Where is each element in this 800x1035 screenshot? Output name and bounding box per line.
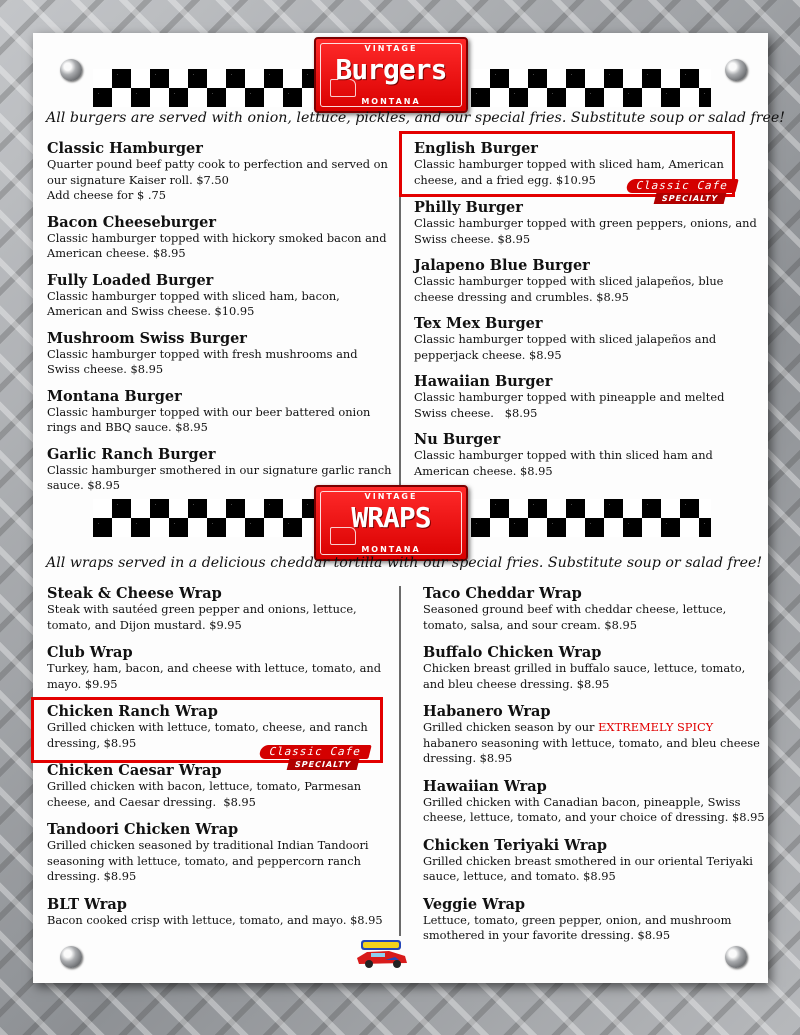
section-title-burgers: Burgers <box>335 53 447 86</box>
item-name: Habanero Wrap <box>423 703 551 720</box>
burgers-license-plate <box>314 37 468 113</box>
menu-item <box>47 140 393 204</box>
item-description: Classic hamburger topped with fresh mushrooms and Swiss cheese. $8.95 <box>47 346 358 376</box>
cafe-car-logo-icon <box>355 936 411 970</box>
item-extra: Add cheese for $ .75 <box>47 188 166 202</box>
item-description: Classic hamburger topped with thin sliced ham and American cheese. $8.95 <box>414 448 713 478</box>
item-name: Chicken Teriyaki Wrap <box>423 836 608 854</box>
item-name: Garlic Ranch Burger <box>47 445 216 463</box>
menu-item <box>47 762 393 810</box>
menu-item <box>423 837 769 885</box>
item-name: Mushroom Swiss Burger <box>47 329 247 347</box>
item-description: Grilled chicken seasoned by traditional Indian Tandoori seasoning with lettuce, tomato, and peppercorn ranch dressing. $8.95 <box>47 838 369 883</box>
item-name: Chicken Ranch Wrap <box>47 703 218 720</box>
item-name: Jalapeno Blue Burger <box>414 257 590 274</box>
menu-page <box>33 33 785 983</box>
badge-line1: Classic Cafe <box>625 179 738 193</box>
item-description: Turkey, ham, bacon, and cheese with lettuce, tomato, and mayo. $9.95 <box>47 661 381 691</box>
menu-item <box>423 703 769 767</box>
item-description: Lettuce, tomato, green pepper, onion, and mushroom smothered in your favorite dressing. $8.95 <box>423 912 732 942</box>
column-divider <box>399 161 401 487</box>
item-description: Grilled chicken breast smothered in our oriental Teriyaki sauce, lettuce, and tomato. $8.95 <box>423 853 753 883</box>
menu-item <box>423 896 769 944</box>
checkered-banner-left <box>93 499 315 537</box>
plate-top-text: VINTAGE <box>364 492 418 501</box>
item-description: Grilled chicken with lettuce, tomato, cheese, and ranch dressing, $8.95 <box>47 720 368 750</box>
menu-item <box>47 821 393 885</box>
checkered-banner-left <box>93 69 315 107</box>
item-description <box>423 720 769 767</box>
menu-item <box>414 315 760 363</box>
burgers-right-column <box>414 140 760 479</box>
item-name: Philly Burger <box>414 199 523 216</box>
item-description: Classic hamburger topped with sliced jalapeños, blue cheese dressing and crumbles. $8.95 <box>414 274 724 304</box>
menu-item <box>47 330 393 378</box>
checkered-banner-right <box>471 499 711 537</box>
bolt-icon <box>60 59 82 81</box>
item-description: Classic hamburger topped with green peppers, onions, and Swiss cheese. $8.95 <box>414 216 757 246</box>
item-description: Grilled chicken with bacon, lettuce, tomato, Parmesan cheese, and Caesar dressing. $8.95 <box>47 779 365 809</box>
item-description: Quarter pound beef patty cook to perfection and served on our signature Kaiser roll. $7.50 <box>47 157 388 187</box>
menu-item <box>414 257 760 305</box>
item-name: Taco Cheddar Wrap <box>423 585 582 602</box>
menu-item <box>423 778 769 826</box>
item-name: Nu Burger <box>414 431 501 448</box>
item-description: Bacon cooked crisp with lettuce, tomato, and mayo. $8.95 <box>47 912 383 927</box>
item-name: Hawaiian Burger <box>414 373 553 390</box>
item-name: English Burger <box>414 140 538 157</box>
plate-top-text: VINTAGE <box>364 44 418 53</box>
item-description: Classic hamburger topped with sliced ham, bacon, American and Swiss cheese. $10.95 <box>47 288 340 318</box>
column-divider <box>399 586 401 936</box>
item-name: BLT Wrap <box>47 895 127 913</box>
wraps-left-column <box>47 585 393 928</box>
menu-item <box>47 214 393 262</box>
plate-bottom-text: MONTANA <box>361 545 421 554</box>
item-description: Classic hamburger topped with sliced jalapeños and pepperjack cheese. $8.95 <box>414 332 717 362</box>
menu-item <box>423 644 769 692</box>
item-description: Steak with sautéed green pepper and onions, lettuce, tomato, and Dijon mustard. $9.95 <box>47 602 357 632</box>
menu-item <box>47 896 393 929</box>
item-name: Veggie Wrap <box>423 895 526 913</box>
item-name: Steak & Cheese Wrap <box>47 585 222 602</box>
item-description: Chicken breast grilled in buffalo sauce, lettuce, tomato, and bleu cheese dressing. $8.95 <box>423 661 746 691</box>
menu-item <box>423 585 769 633</box>
menu-item <box>47 388 393 436</box>
menu-item <box>414 140 760 188</box>
menu-item <box>47 703 393 751</box>
item-description: Classic hamburger topped with sliced ham, American cheese, and a fried egg. $10.95 <box>414 157 724 187</box>
menu-item <box>414 373 760 421</box>
item-name: Chicken Caesar Wrap <box>47 762 222 779</box>
plate-bottom-text: MONTANA <box>361 97 421 106</box>
item-description: Classic hamburger topped with hickory smoked bacon and American cheese. $8.95 <box>47 230 387 260</box>
wraps-license-plate <box>314 485 468 561</box>
wraps-right-column <box>423 585 769 944</box>
item-name: Buffalo Chicken Wrap <box>423 644 602 661</box>
item-description: Classic hamburger topped with our beer battered onion rings and BBQ sauce. $8.95 <box>47 404 371 434</box>
burgers-intro: All burgers are served with onion, lettuce, pickles, and our special fries. Substitute soup or salad free! <box>46 110 785 126</box>
item-description: Classic hamburger topped with pineapple and melted Swiss cheese. $8.95 <box>414 390 729 420</box>
menu-item <box>414 199 760 247</box>
item-name: Hawaiian Wrap <box>423 777 547 795</box>
badge-line2: SPECIALTY <box>654 193 727 204</box>
item-name: Tandoori Chicken Wrap <box>47 821 239 838</box>
burgers-left-column <box>47 140 393 494</box>
badge-line2: SPECIALTY <box>287 759 360 770</box>
menu-item <box>47 585 393 633</box>
item-description: Classic hamburger smothered in our signature garlic ranch sauce. $8.95 <box>47 462 392 492</box>
item-description: Grilled chicken with Canadian bacon, pineapple, Swiss cheese, lettuce, tomato, and your choice of dressing. $8.95 <box>423 794 765 824</box>
desc-text: habanero seasoning with lettuce, tomato, and bleu cheese dressing. $8.95 <box>423 735 760 765</box>
checkered-banner-right <box>471 69 711 107</box>
wraps-intro: All wraps served in a delicious cheddar tortilla with our special fries. Substitute soup or salad free! <box>46 555 763 571</box>
section-title-wraps: WRAPS <box>351 501 431 534</box>
item-name: Classic Hamburger <box>47 140 203 157</box>
menu-item <box>414 431 760 479</box>
item-description: Seasoned ground beef with cheddar cheese, lettuce, tomato, salsa, and sour cream. $8.95 <box>423 602 727 632</box>
item-name: Montana Burger <box>47 387 182 405</box>
item-name: Fully Loaded Burger <box>47 271 214 289</box>
badge-line1: Classic Cafe <box>258 745 371 759</box>
spicy-warning: EXTREMELY SPICY <box>598 720 714 734</box>
desc-text: Grilled chicken season by our <box>423 720 599 734</box>
item-name: Club Wrap <box>47 644 133 661</box>
bolt-icon <box>725 946 747 968</box>
item-name: Tex Mex Burger <box>414 315 543 332</box>
menu-item <box>47 272 393 320</box>
bolt-icon <box>725 59 747 81</box>
bolt-icon <box>60 946 82 968</box>
item-name: Bacon Cheeseburger <box>47 213 216 231</box>
menu-item <box>47 644 393 692</box>
